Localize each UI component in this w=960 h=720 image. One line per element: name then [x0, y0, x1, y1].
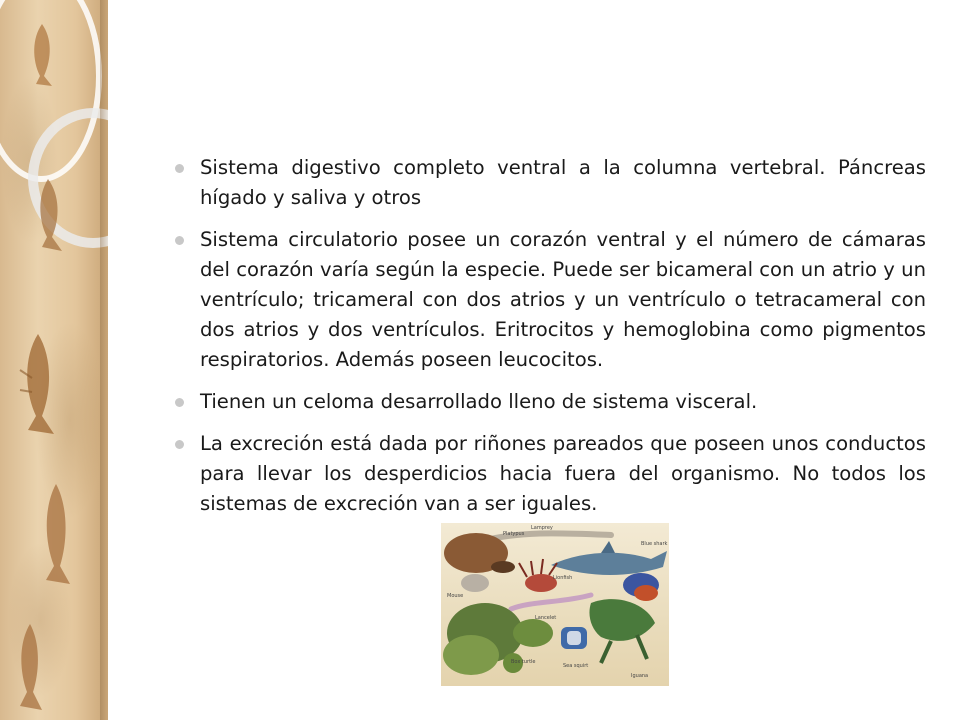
bullet-digestive	[175, 153, 926, 213]
label-iguana: Iguana	[631, 673, 649, 679]
bullet-text: La excreción está dada por riñones pareados que poseen unos conductos para llevar los desperdicios hacia fuera del organismo. No todos los sistemas de excreción van a ser iguales.	[200, 432, 926, 515]
label-platypus: Platypus	[503, 531, 525, 537]
fossil-fish-icon	[34, 480, 78, 590]
lionfish-shape	[519, 559, 557, 592]
mouse-shape	[461, 574, 489, 592]
sea-squirt-shape	[561, 627, 587, 649]
blue-shark-shape	[551, 551, 667, 575]
iguana-shape	[589, 599, 655, 641]
label-lamprey: Lamprey	[531, 525, 553, 531]
fossil-fish-icon	[14, 330, 64, 440]
bullet-list	[175, 153, 926, 531]
label-box-turtle: Box turtle	[511, 659, 536, 665]
fossil-fish-icon	[30, 175, 70, 255]
bullet-text: Sistema digestivo completo ventral a la columna vertebral. Páncreas hígado y saliva y otros	[200, 156, 926, 209]
bullet-excretion	[175, 429, 926, 519]
decorative-parchment-strip	[0, 0, 108, 720]
label-sea-squirt: Sea squirt	[563, 663, 589, 669]
label-mouse: Mouse	[447, 593, 464, 599]
bullet-circulatory	[175, 225, 926, 375]
strip-shadow	[100, 0, 108, 720]
lancelet-shape	[511, 595, 591, 609]
bullet-dot-icon	[175, 164, 184, 173]
label-lionfish: Lionfish	[553, 575, 573, 581]
fossil-fish-icon	[10, 620, 50, 715]
animals-drawing	[441, 523, 669, 686]
vertebrate-animals-illustration	[441, 523, 669, 686]
bullet-text: Tienen un celoma desarrollado lleno de sistema visceral.	[200, 390, 758, 413]
lamprey-shape	[481, 533, 611, 541]
frog-shape	[513, 619, 553, 647]
fossil-fish-icon	[22, 20, 62, 90]
bullet-dot-icon	[175, 236, 184, 245]
bullet-text: Sistema circulatorio posee un corazón ventral y el número de cámaras del corazón varía según la especie. Puede ser bicameral con un atrio y un ventrículo; tricameral con dos atrios y un ventrículo o tetracameral con dos atrios y dos ventrículos. Eritrocitos y hemoglobina como pigmentos respiratorios. Además poseen leucocitos.	[200, 228, 926, 371]
bullet-coelom	[175, 387, 926, 417]
bullet-dot-icon	[175, 398, 184, 407]
bullet-dot-icon	[175, 440, 184, 449]
label-lancelet: Lancelet	[535, 615, 557, 621]
label-blue-shark: Blue shark	[641, 541, 668, 547]
